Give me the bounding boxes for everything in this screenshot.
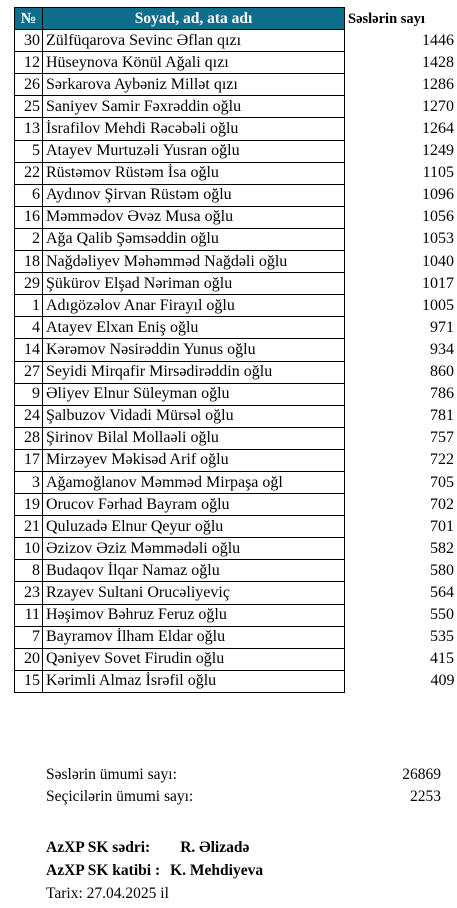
header-vote-count: Səslərin sayı: [345, 8, 457, 30]
vote-count: 701: [430, 517, 454, 535]
vote-count: 550: [430, 606, 454, 624]
candidate-name: Şükürov Elşad Nəriman oğlu: [43, 273, 345, 295]
table-row: [15, 626, 457, 648]
row-number: 24: [15, 405, 43, 427]
table-row: [15, 538, 457, 560]
table-row: [15, 516, 457, 538]
table-row: [15, 74, 457, 96]
table-row: [15, 405, 457, 427]
vote-count: 705: [430, 473, 454, 491]
table-row: [15, 383, 457, 405]
row-number: 23: [15, 582, 43, 604]
candidate-name: Kərəmov Nəsirəddin Yunus oğlu: [43, 339, 345, 361]
vote-count: 1264: [422, 120, 454, 138]
candidate-name: Sərkarova Aybəniz Millət qızı: [43, 74, 345, 96]
candidate-name: Ağamoğlanov Məmməd Mirpaşa oğl: [43, 471, 345, 493]
chairman-label: AzXP SK sədri:: [46, 839, 151, 856]
row-number: 11: [15, 604, 43, 626]
candidate-name: Atayev Murtuzəli Yusran oğlu: [43, 140, 345, 162]
row-number: 7: [15, 626, 43, 648]
candidate-name: Quluzadə Elnur Qeyur oğlu: [43, 516, 345, 538]
candidate-name: Ağa Qalib Şəmsəddin oğlu: [43, 228, 345, 250]
table-row: [15, 471, 457, 493]
row-number: 26: [15, 74, 43, 96]
candidate-name: Şirinov Bilal Mollaəli oğlu: [43, 427, 345, 449]
row-number: 8: [15, 560, 43, 582]
vote-count: 1249: [422, 142, 454, 160]
row-number: 3: [15, 471, 43, 493]
vote-count: 860: [430, 363, 454, 381]
table-row: [15, 96, 457, 118]
row-number: 13: [15, 118, 43, 140]
chairman-row: [46, 836, 263, 859]
row-number: 4: [15, 317, 43, 339]
candidate-name: Adıgözəlov Anar Firayıl oğlu: [43, 295, 345, 317]
vote-count: 1017: [422, 274, 454, 292]
candidate-name: Həşimov Bəhruz Feruz oğlu: [43, 604, 345, 626]
candidate-name: Şalbuzov Vidadi Mürsəl oğlu: [43, 405, 345, 427]
candidate-name: Seyidi Mirqafir Mirsədirəddin oğlu: [43, 361, 345, 383]
table-row: [15, 206, 457, 228]
table-row: [15, 494, 457, 516]
table-row: [15, 52, 457, 74]
chairman-name: R. Əlizadə: [180, 839, 250, 856]
table-row: [15, 30, 457, 52]
row-number: 21: [15, 516, 43, 538]
table-row: [15, 140, 457, 162]
candidate-name: Kərimli Almaz İsrəfil oğlu: [43, 670, 345, 692]
table-header-row: [15, 8, 457, 30]
vote-count: 971: [430, 318, 454, 336]
vote-count: 415: [430, 650, 454, 668]
vote-count: 722: [430, 451, 454, 469]
candidate-name: Zülfüqarova Sevinc Əflan qızı: [43, 30, 345, 52]
candidate-name: Atayev Elxan Eniş oğlu: [43, 317, 345, 339]
total-voters-value: 2253: [410, 788, 441, 805]
vote-count: 1040: [422, 252, 454, 270]
row-number: 18: [15, 251, 43, 273]
vote-count: 781: [430, 407, 454, 425]
table-row: [15, 449, 457, 471]
vote-count: 1096: [422, 186, 454, 204]
vote-count: 786: [430, 385, 454, 403]
vote-count: 409: [430, 672, 455, 690]
secretary-name: K. Mehdiyeva: [170, 862, 264, 879]
vote-count: 702: [430, 495, 454, 513]
candidate-name: Hüseynova Könül Ağali qızı: [43, 52, 345, 74]
candidate-name: Nağdəliyev Məhəmməd Nağdəli oğlu: [43, 251, 345, 273]
table-row: [15, 295, 457, 317]
candidate-name: Məmmədov Əvəz Musa oğlu: [43, 206, 345, 228]
header-full-name: Soyad, ad, ata adı: [43, 8, 345, 30]
vote-count: 580: [430, 561, 454, 579]
table-row: [15, 184, 457, 206]
vote-count: 1446: [422, 31, 454, 49]
table-row: [15, 670, 457, 692]
row-number: 9: [15, 383, 43, 405]
vote-count: 934: [430, 340, 454, 358]
total-votes-label: Səslərin ümumi sayı:: [46, 766, 177, 783]
candidate-name: Əliyev Elnur Süleyman oğlu: [43, 383, 345, 405]
row-number: 17: [15, 449, 43, 471]
candidate-name: Rzayev Sultani Orucəliyeviç: [43, 582, 345, 604]
candidate-name: Saniyev Samir Fəxrəddin oğlu: [43, 96, 345, 118]
vote-count: 757: [430, 429, 454, 447]
row-number: 1: [15, 295, 43, 317]
vote-count: 1105: [422, 164, 454, 182]
row-number: 14: [15, 339, 43, 361]
candidate-name: Orucov Fərhad Bayram oğlu: [43, 494, 345, 516]
vote-count: 564: [430, 583, 454, 601]
table-row: [15, 251, 457, 273]
table-row: [15, 339, 457, 361]
table-row: [15, 427, 457, 449]
secretary-label: AzXP SK katibi :: [46, 862, 161, 879]
vote-count: 1428: [422, 53, 454, 71]
row-number: 27: [15, 361, 43, 383]
candidate-name: Qəniyev Sovet Firudin oğlu: [43, 648, 345, 670]
row-number: 28: [15, 427, 43, 449]
table-row: [15, 604, 457, 626]
candidate-name: Bayramov İlham Eldar oğlu: [43, 626, 345, 648]
row-number: 10: [15, 538, 43, 560]
table-row: [15, 273, 457, 295]
header-number: №: [15, 8, 43, 30]
secretary-row: [46, 859, 263, 882]
row-number: 22: [15, 162, 43, 184]
results-table: [14, 7, 457, 693]
row-number: 2: [15, 228, 43, 250]
vote-count: 1270: [422, 97, 454, 115]
total-votes-value: 26869: [402, 766, 441, 783]
total-votes-row: [46, 764, 441, 786]
row-number: 19: [15, 494, 43, 516]
table-row: [15, 361, 457, 383]
row-number: 15: [15, 670, 43, 692]
vote-count: 1286: [422, 75, 454, 93]
table-row: [15, 162, 457, 184]
vote-count: 582: [430, 539, 454, 557]
candidate-name: Rüstəmov Rüstəm İsa oğlu: [43, 162, 345, 184]
row-number: 16: [15, 206, 43, 228]
row-number: 5: [15, 140, 43, 162]
row-number: 30: [15, 30, 43, 52]
table-row: [15, 582, 457, 604]
vote-count: 535: [430, 628, 454, 646]
totals-section: [46, 764, 441, 808]
row-number: 12: [15, 52, 43, 74]
candidate-name: İsrafilov Mehdi Rəcəbəli oğlu: [43, 118, 345, 140]
row-number: 6: [15, 184, 43, 206]
table-row: [15, 648, 457, 670]
total-voters-row: [46, 786, 441, 808]
candidate-name: Mirzəyev Məkisəd Arif oğlu: [43, 449, 345, 471]
candidate-name: Budaqov İlqar Namaz oğlu: [43, 560, 345, 582]
vote-count: 1053: [422, 230, 454, 248]
table-row: [15, 560, 457, 582]
row-number: 20: [15, 648, 43, 670]
vote-count: 1005: [422, 296, 454, 314]
table-row: [15, 317, 457, 339]
table-row: [15, 228, 457, 250]
table-body: [15, 30, 457, 693]
row-number: 29: [15, 273, 43, 295]
vote-count: 1056: [422, 208, 454, 226]
table-row: [15, 118, 457, 140]
candidate-name: Əzizov Əziz Məmmədəli oğlu: [43, 538, 345, 560]
row-number: 25: [15, 96, 43, 118]
total-voters-label: Seçicilərin ümumi sayı:: [46, 788, 194, 805]
candidate-name: Aydınov Şirvan Rüstəm oğlu: [43, 184, 345, 206]
date-line: Tarix: 27.04.2025 il: [46, 885, 169, 902]
signatures-section: [46, 836, 263, 905]
